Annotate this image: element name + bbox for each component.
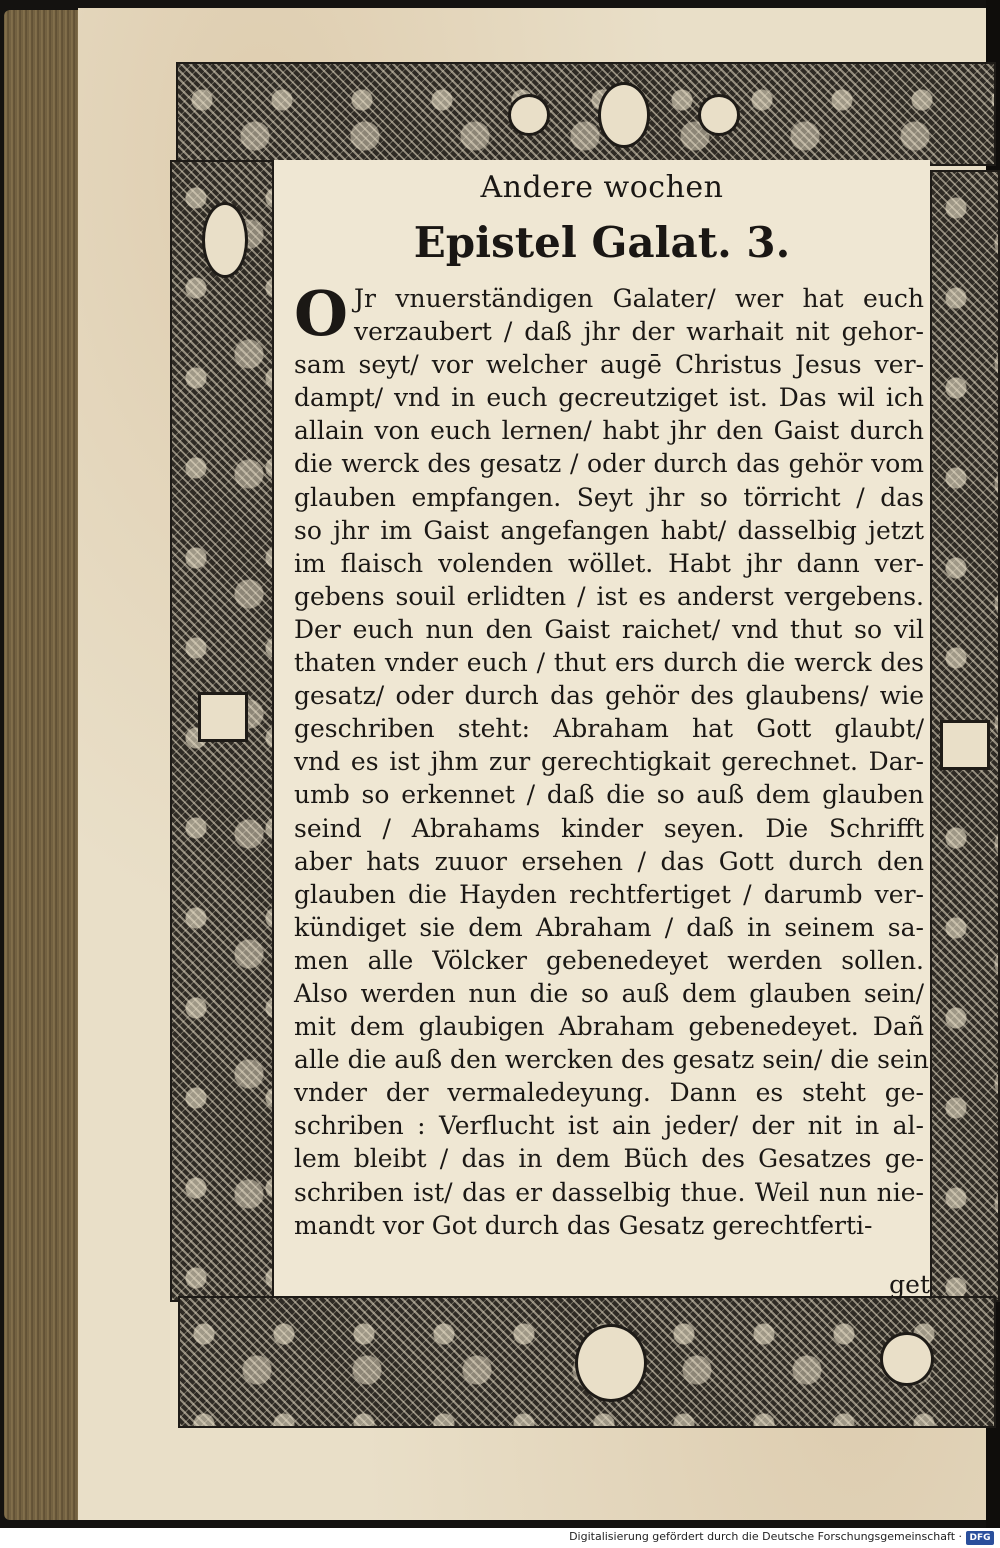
text-line: schriben : Verflucht ist ain jeder/ der nit in al- [294,1111,924,1141]
text-line: gesatz/ oder durch das gehör des glaubens/ wie [294,681,924,711]
woodcut-border-left [170,160,274,1302]
text-line: alle die auß den wercken des gesatz sein/ die sein [294,1045,929,1075]
text-line: glauben empfangen. Seyt jhr so törricht / das [294,482,924,512]
border-ornament [575,1324,647,1402]
text-line: glauben die Hayden rechtfertiget / darumb ver- [294,879,924,909]
catchword: get [889,1270,930,1299]
book-page-edges [4,10,86,1520]
text-line: verzaubert / daß jhr der warhait nit gehor- [354,317,924,347]
text-line: umb so erkennet / daß die so auß dem glauben [294,780,924,810]
woodcut-border-right [930,170,1000,1302]
text-line: thaten vnder euch / thut ers durch die werck des [294,648,924,678]
text-line: gebens souil erlidten / ist es anderst vergebens. [294,581,924,611]
text-line: aber hats zuuor ersehen / das Gott durch den [294,846,924,876]
border-ornament [508,94,550,136]
text-line: vnd es ist jhm zur gerechtigkait gerechnet. Dar- [294,747,924,777]
dfg-logo-icon: DFG [966,1531,994,1545]
text-line: Der euch nun den Gaist raichet/ vnd thut so vil [294,614,924,644]
footer-credit: Digitalisierung gefördert durch die Deutsche Forschungsgemeinschaft · [569,1530,962,1543]
text-line: sam seyt/ vor welcher augē Christus Jesus ver- [294,350,924,380]
text-line: seind / Abrahams kinder seyen. Die Schrifft [294,813,924,843]
text-line: mit dem glaubigen Abraham gebenedeyet. Dañ [294,1012,924,1042]
text-line: vnder der vermaledeyung. Dann es steht ge- [294,1078,924,1108]
text-line: kündiget sie dem Abraham / daß in seinem sa- [294,912,924,942]
border-ornament [202,202,248,278]
border-shield [198,692,248,742]
border-ornament [598,82,650,148]
text-line: Jr vnuerständigen Galater/ wer hat euch [354,284,924,313]
text-line: so jhr im Gaist angefangen habt/ dasselbig jetzt [294,515,924,545]
text-line: lem bleibt / das in dem Büch des Gesatzes ge- [294,1144,924,1174]
border-shield [940,720,990,770]
text-line: men alle Völcker gebenedeyet werden sollen. [294,945,924,975]
drop-cap: O [294,277,349,350]
text-line: schriben ist/ das er dasselbig thue. Weil nun nie- [294,1177,924,1207]
text-line: geschriben steht: Abraham hat Gott glaubt/ [294,714,924,744]
border-ornament [880,1332,934,1386]
text-line: im flaisch volenden wöllet. Habt jhr dann ver- [294,548,924,578]
text-line: mandt vor Got durch das Gesatz gerechtferti- [294,1210,873,1240]
text-line: Also werden nun die so auß dem glauben sein/ [294,978,924,1008]
page-title: Epistel Galat. 3. [413,218,791,267]
body-text [294,277,929,1242]
text-line: dampt/ vnd in euch gecreutziget ist. Das wil ich [294,383,924,413]
text-line: allain von euch lernen/ habt jhr den Gaist durch [294,416,924,446]
text-line: die werck des gesatz / oder durch das gehör vom [294,449,924,479]
woodcut-border-bottom [178,1296,996,1428]
running-head: Andere wochen [480,170,724,205]
woodcut-border-top [176,62,996,166]
border-ornament [698,94,740,136]
